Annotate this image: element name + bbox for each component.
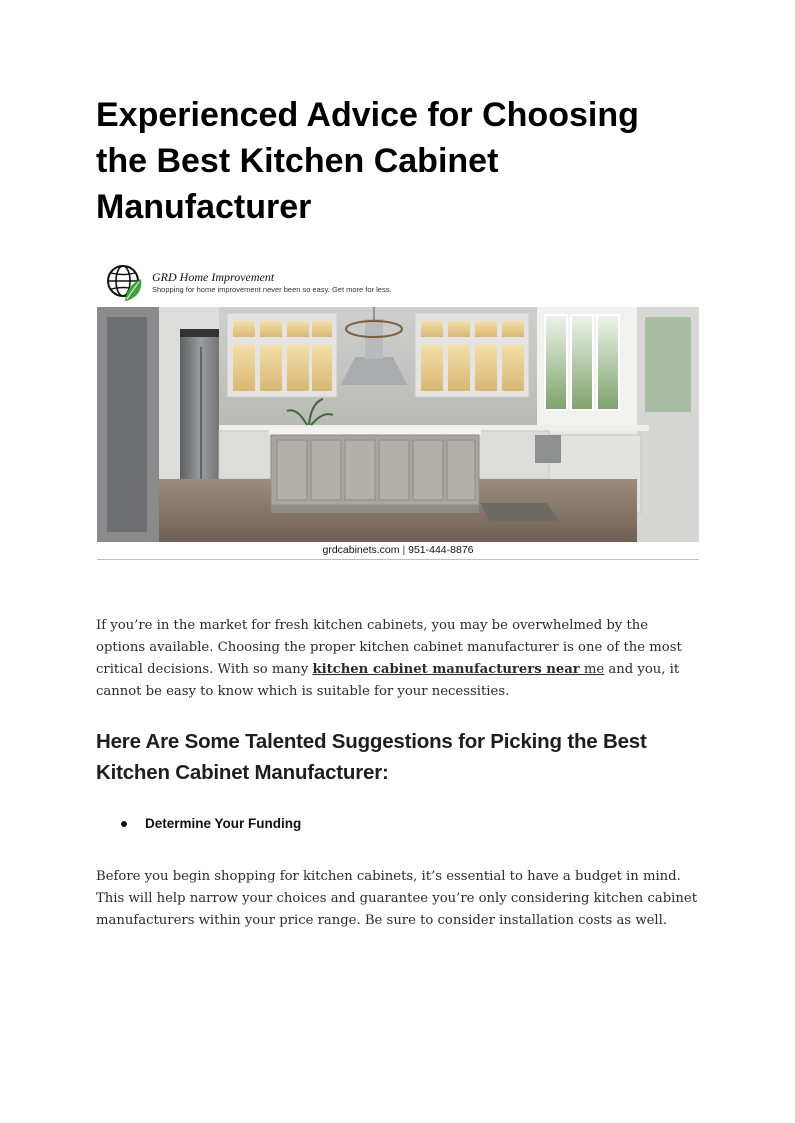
phone-text: 951-444-8876 [408,544,474,556]
manufacturers-link[interactable] [312,662,604,677]
brand-name: GRD Home Improvement [152,270,275,284]
manufacturers-link-rest: me [579,662,605,677]
budget-paragraph: Before you begin shopping for kitchen cabinets, it’s essential to have a budget in mind. This will help narrow your choices and guarantee you’re only considering kitchen cabinet manufacturers within your price range. Be sure to consider installation costs as well. [96,869,697,928]
banner-caption [97,542,699,560]
section-heading: Here Are Some Talented Suggestions for Picking the Best Kitchen Cabinet Manufacturer: [96,730,647,784]
globe-leaf-icon [105,263,145,303]
intro-text-after: and you, it cannot be easy to know which is suitable for your necessities. [96,662,680,699]
brand-header [105,263,505,307]
suggestion-list [118,814,301,834]
manufacturers-link-bold: kitchen cabinet manufacturers near [312,662,580,677]
kitchen-photo [97,307,699,542]
intro-text-before: If you’re in the market for fresh kitchen cabinets, you may be overwhelmed by the options available. Choosing the proper kitchen cabinet manufacturer is one of the most critical decisions. With so many [96,618,682,677]
banner-image [97,255,699,560]
list-item-label: Determine Your Funding [145,816,302,831]
intro-paragraph [96,615,700,703]
brand-tagline: Shopping for home improvement never been so easy. Get more for less. [152,285,392,294]
website-text: grdcabinets.com [322,544,400,556]
bullet-icon [121,821,127,827]
list-item [118,814,301,834]
page-title: Experienced Advice for Choosing the Best Kitchen Cabinet Manufacturer [96,96,639,226]
caption-separator: | [402,544,406,556]
